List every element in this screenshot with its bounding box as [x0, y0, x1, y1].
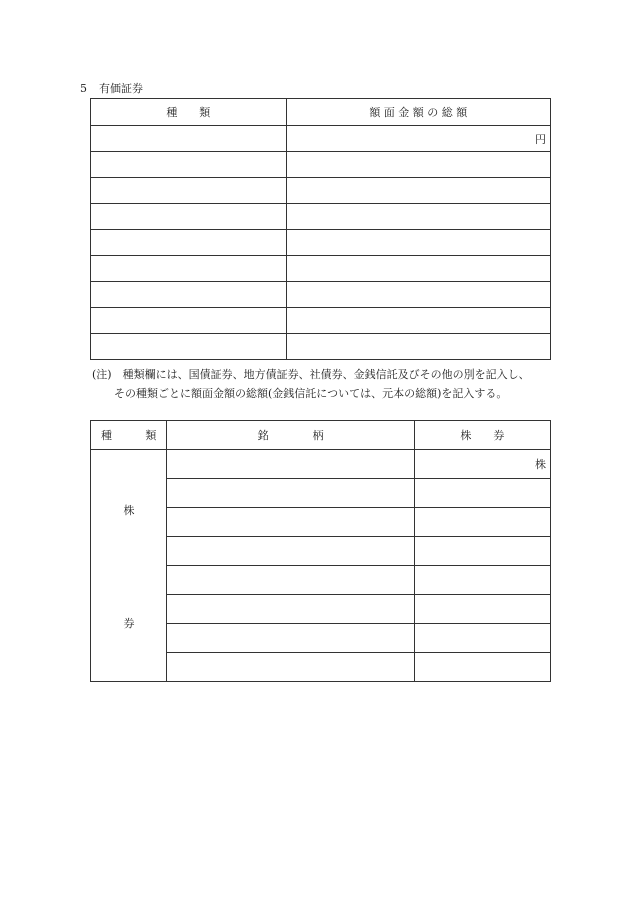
kind-cell[interactable] [91, 256, 287, 282]
table-row [91, 308, 551, 334]
table-row [91, 178, 551, 204]
section-title [80, 80, 155, 96]
shares-cell[interactable] [414, 653, 550, 682]
header-face-value-total: 額 面 金 額 の 総 額 [286, 99, 550, 126]
face-value-cell[interactable] [286, 230, 550, 256]
header-kind [91, 421, 167, 450]
header-kind-a: 種 [101, 429, 112, 442]
note-line-2: その種類ごとに額面金額の総額(金銭信託については、元本の総額)を記入する。 [114, 387, 508, 400]
header-shares: 株 券 [414, 421, 550, 450]
table-row [91, 230, 551, 256]
issue-name-cell[interactable] [167, 450, 414, 479]
shares-cell[interactable] [414, 450, 550, 479]
kind-merged-cell [91, 450, 167, 682]
table-row [91, 450, 551, 479]
yen-unit: 円 [535, 132, 546, 146]
face-value-cell[interactable] [286, 126, 550, 152]
table-row [91, 282, 551, 308]
face-value-cell[interactable] [286, 256, 550, 282]
issue-name-cell[interactable] [167, 537, 414, 566]
table-row [91, 152, 551, 178]
kind-char-2: 券 [123, 617, 135, 630]
shares-cell[interactable] [414, 479, 550, 508]
issue-name-cell[interactable] [167, 508, 414, 537]
shares-cell[interactable] [414, 537, 550, 566]
kind-cell[interactable] [91, 204, 287, 230]
table-header-row [91, 99, 551, 126]
header-issue-name: 銘 柄 [167, 421, 414, 450]
issue-name-cell[interactable] [167, 653, 414, 682]
face-value-cell[interactable] [286, 178, 550, 204]
kind-cell[interactable] [91, 152, 287, 178]
note [92, 365, 530, 403]
kind-cell[interactable] [91, 282, 287, 308]
issue-name-cell[interactable] [167, 624, 414, 653]
table-row [91, 256, 551, 282]
securities-face-value-table [90, 98, 551, 360]
shares-cell[interactable] [414, 624, 550, 653]
kind-cell[interactable] [91, 126, 287, 152]
table-row [91, 204, 551, 230]
kind-char-1: 株 [123, 504, 135, 517]
header-kind-b: 類 [145, 429, 157, 442]
kind-cell[interactable] [91, 334, 287, 360]
issue-name-cell[interactable] [167, 566, 414, 595]
table-header-row [91, 421, 551, 450]
shares-cell[interactable] [414, 595, 550, 624]
issue-name-cell[interactable] [167, 595, 414, 624]
header-kind: 種 類 [91, 99, 287, 126]
face-value-cell[interactable] [286, 282, 550, 308]
table-row [91, 334, 551, 360]
face-value-cell[interactable] [286, 204, 550, 230]
kind-cell[interactable] [91, 308, 287, 334]
stock-certificates-table [90, 420, 551, 682]
shares-unit: 株 [535, 458, 546, 471]
face-value-cell[interactable] [286, 152, 550, 178]
face-value-cell[interactable] [286, 308, 550, 334]
face-value-cell[interactable] [286, 334, 550, 360]
shares-cell[interactable] [414, 508, 550, 537]
note-line-1: (注) 種類欄には、国債証券、地方債証券、社債券、金銭信託及びその他の別を記入し、 [92, 368, 530, 381]
shares-cell[interactable] [414, 566, 550, 595]
section-heading: 有価証券 [99, 82, 143, 95]
issue-name-cell[interactable] [167, 479, 414, 508]
kind-cell[interactable] [91, 230, 287, 256]
section-number: 5 [80, 82, 87, 95]
table-row [91, 126, 551, 152]
kind-cell[interactable] [91, 178, 287, 204]
